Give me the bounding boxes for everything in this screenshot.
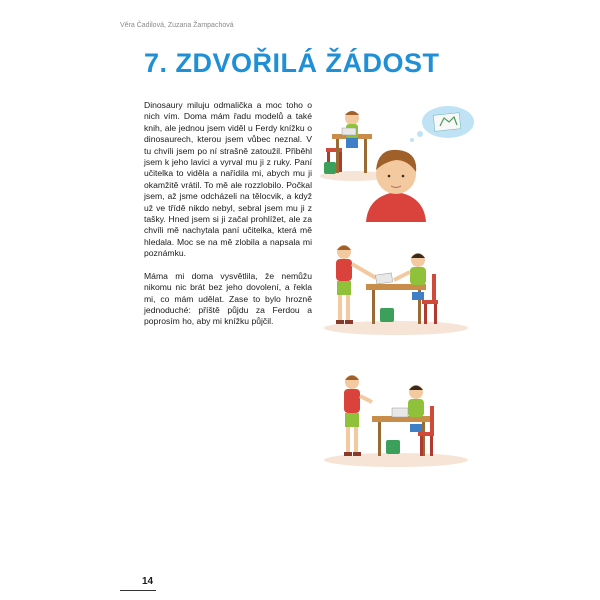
illustration-scene-3 [312,368,472,470]
page-number: 14 [142,576,154,587]
story-paragraph-1: Dinosaury miluju odmalička a moc toho o nich vím. Doma mám řadu modelů a také knih, ale jednou jsem viděl u Ferdy knížku o dinosaurech, kterou jsem vůbec neznal. V tu chvíli jsem po ní strašně zatoužil. Přiběhl jsem k jeho lavici a vyrval mu ji z ruky. Paní učitelka to viděla a nařídila mi, abych mu ji okamžitě vrátil. To mě ale rozzlobilo. Počkal jsem, až jsme odcházeli na tělocvik, a když už ve třídě nikdo nebyl, sebral jsem mu ji z tašky. Hned jsem si ji začal prohlížet, ale za chvíli mě nachytala paní učitelka, která mě hledala. Moc se na mě zlobila a napsala mi poznámku. [144,100,312,259]
boy-grabbing-book-illustration [314,238,474,338]
running-header-authors: Věra Čadilová, Zuzana Žampachová [120,22,234,29]
footer-rule [120,590,156,591]
chapter-title: 7. ZDVOŘILÁ ŽÁDOST [144,48,440,78]
illustration-scene-2 [314,238,474,338]
story-paragraph-2: Máma mi doma vysvětlila, že nemůžu nikomu nic brát bez jeho dovolení, a řekla mi, co mám udělat. Zase to bylo hrozně jednoduché: příště půjdu za Ferdou a poprosím ho, aby mi knížku půjčil. [144,270,312,327]
story-text [144,100,312,339]
boy-reading-and-dreaming-illustration [312,100,480,222]
illustration-scene-1 [312,100,480,222]
boy-asking-politely-illustration [312,368,472,470]
